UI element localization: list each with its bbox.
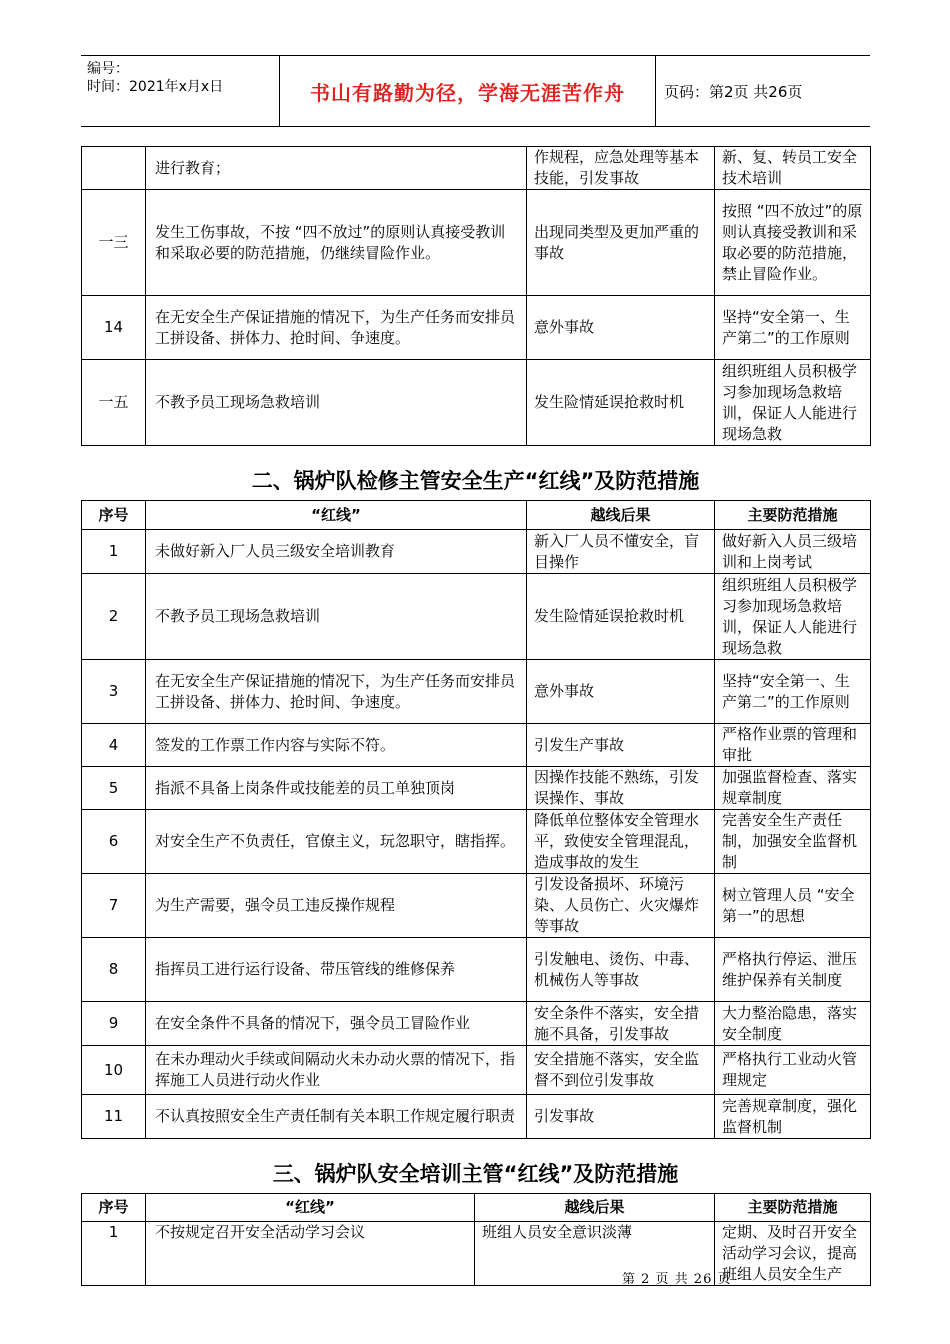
consequence-text: 安全措施不落实，安全监督不到位引发事故 xyxy=(527,1046,715,1095)
consequence-text: 安全条件不落实，安全措施不具备，引发事故 xyxy=(527,1002,715,1046)
consequence-text: 作规程，应急处理等基本技能，引发事故 xyxy=(527,147,715,190)
row-number: 1 xyxy=(82,530,146,574)
row-number: 11 xyxy=(82,1095,146,1139)
table-row xyxy=(82,938,871,1002)
red-line-text: 不按规定召开安全活动学习会议 xyxy=(146,1222,475,1286)
table-row xyxy=(82,810,871,874)
row-number: 1 xyxy=(82,1222,146,1286)
table-section-3 xyxy=(81,1193,871,1286)
red-line-text: 不教予员工现场急救培训 xyxy=(146,360,527,446)
red-line-text: 未做好新入厂人员三级安全培训教育 xyxy=(146,530,527,574)
header-consequence: 越线后果 xyxy=(527,501,715,530)
table-row xyxy=(82,724,871,767)
consequence-text: 新入厂人员不懂安全，盲目操作 xyxy=(527,530,715,574)
header-page-info: 页码：第2页 共26页 xyxy=(664,82,803,101)
page-header xyxy=(81,55,870,127)
consequence-text: 班组人员安全意识淡薄 xyxy=(475,1222,715,1286)
table-row xyxy=(82,767,871,810)
red-line-text: 在无安全生产保证措施的情况下，为生产任务而安排员工拼设备、拼体力、抢时间、争速度。 xyxy=(146,660,527,724)
red-line-text: 对安全生产不负责任，官僚主义，玩忽职守，瞎指挥。 xyxy=(146,810,527,874)
measure-text: 坚持“安全第一、生产第二”的工作原则 xyxy=(715,296,871,360)
red-line-text: 签发的工作票工作内容与实际不符。 xyxy=(146,724,527,767)
document-number-label: 编号： xyxy=(87,61,129,77)
table-row xyxy=(82,360,871,446)
table-row xyxy=(82,660,871,724)
table-section-2 xyxy=(81,500,871,1139)
table-row xyxy=(82,296,871,360)
header-consequence: 越线后果 xyxy=(475,1194,715,1222)
row-number: 7 xyxy=(82,874,146,938)
consequence-text: 引发事故 xyxy=(527,1095,715,1139)
row-number: 8 xyxy=(82,938,146,1002)
red-line-text: 指挥员工进行运行设备、带压管线的维修保养 xyxy=(146,938,527,1002)
table-header-row xyxy=(82,1194,871,1222)
row-number: 4 xyxy=(82,724,146,767)
row-number: 14 xyxy=(82,296,146,360)
row-number: 一三 xyxy=(82,190,146,296)
consequence-text: 引发设备损坏、环境污染、人员伤亡、火灾爆炸等事故 xyxy=(527,874,715,938)
red-line-text: 在无安全生产保证措施的情况下，为生产任务而安排员工拼设备、拼体力、抢时间、争速度。 xyxy=(146,296,527,360)
consequence-text: 引发触电、烫伤、中毒、机械伤人等事故 xyxy=(527,938,715,1002)
measure-text: 严格执行停运、泄压维护保养有关制度 xyxy=(715,938,871,1002)
measure-text: 组织班组人员积极学习参加现场急救培训，保证人人能进行现场急救 xyxy=(715,574,871,660)
row-number xyxy=(82,147,146,190)
red-line-text: 不教予员工现场急救培训 xyxy=(146,574,527,660)
red-line-text: 指派不具备上岗条件或技能差的员工单独顶岗 xyxy=(146,767,527,810)
red-line-text: 不认真按照安全生产责任制有关本职工作规定履行职责 xyxy=(146,1095,527,1139)
row-number: 3 xyxy=(82,660,146,724)
table-header-row xyxy=(82,501,871,530)
document-time-label: 时间：2021年x月x日 xyxy=(87,79,224,95)
measure-text: 加强监督检查、落实规章制度 xyxy=(715,767,871,810)
measure-text: 树立管理人员 “安全第一”的思想 xyxy=(715,874,871,938)
header-measure: 主要防范措施 xyxy=(715,501,871,530)
red-line-text: 进行教育； xyxy=(146,147,527,190)
measure-text: 按照 “四不放过”的原则认真接受教训和采取必要的防范措施，禁止冒险作业。 xyxy=(715,190,871,296)
measure-text: 完善安全生产责任制，加强安全监督机制 xyxy=(715,810,871,874)
consequence-text: 出现同类型及更加严重的事故 xyxy=(527,190,715,296)
table-row xyxy=(82,1046,871,1095)
row-number: 一五 xyxy=(82,360,146,446)
table-row xyxy=(82,1095,871,1139)
measure-text: 大力整治隐患，落实安全制度 xyxy=(715,1002,871,1046)
consequence-text: 因操作技能不熟练，引发误操作、事故 xyxy=(527,767,715,810)
row-number: 10 xyxy=(82,1046,146,1095)
table-row xyxy=(82,874,871,938)
red-line-text: 在安全条件不具备的情况下，强令员工冒险作业 xyxy=(146,1002,527,1046)
row-number: 2 xyxy=(82,574,146,660)
measure-text: 定期、及时召开安全活动学习会议，提高班组人员安全生产 xyxy=(715,1222,871,1286)
red-line-text: 在未办理动火手续或间隔动火未办动火票的情况下，指挥施工人员进行动火作业 xyxy=(146,1046,527,1095)
consequence-text: 意外事故 xyxy=(527,660,715,724)
header-motto: 书山有路勤为径，学海无涯苦作舟 xyxy=(280,56,656,126)
measure-text: 严格作业票的管理和审批 xyxy=(715,724,871,767)
header-red-line: “红线” xyxy=(146,1194,475,1222)
measure-text: 严格执行工业动火管理规定 xyxy=(715,1046,871,1095)
table-row xyxy=(82,1222,871,1286)
measure-text: 坚持“安全第一、生产第二”的工作原则 xyxy=(715,660,871,724)
section-2-title: 二、锅炉队检修主管安全生产“红线”及防范措施 xyxy=(251,469,700,493)
row-number: 6 xyxy=(82,810,146,874)
measure-text: 组织班组人员积极学习参加现场急救培训，保证人人能进行现场急救 xyxy=(715,360,871,446)
measure-text: 做好新入人员三级培训和上岗考试 xyxy=(715,530,871,574)
measure-text: 完善规章制度，强化监督机制 xyxy=(715,1095,871,1139)
row-number: 9 xyxy=(82,1002,146,1046)
header-measure: 主要防范措施 xyxy=(715,1194,871,1222)
table-row xyxy=(82,1002,871,1046)
consequence-text: 降低单位整体安全管理水平，致使安全管理混乱，造成事故的发生 xyxy=(527,810,715,874)
header-serial: 序号 xyxy=(82,501,146,530)
table-row xyxy=(82,190,871,296)
row-number: 5 xyxy=(82,767,146,810)
page-footer: 第 2 页 共 26 页 xyxy=(622,1272,732,1287)
consequence-text: 引发生产事故 xyxy=(527,724,715,767)
red-line-text: 为生产需要，强令员工违反操作规程 xyxy=(146,874,527,938)
consequence-text: 意外事故 xyxy=(527,296,715,360)
section-3-title: 三、锅炉队安全培训主管“红线”及防范措施 xyxy=(272,1162,679,1186)
table-row xyxy=(82,147,871,190)
table-row xyxy=(82,574,871,660)
red-line-text: 发生工伤事故，不按 “四不放过”的原则认真接受教训和采取必要的防范措施，仍继续冒险作业。 xyxy=(146,190,527,296)
header-meta xyxy=(81,56,280,126)
table-continued xyxy=(81,146,871,446)
table-row xyxy=(82,530,871,574)
consequence-text: 发生险情延误抢救时机 xyxy=(527,574,715,660)
consequence-text: 发生险情延误抢救时机 xyxy=(527,360,715,446)
measure-text: 新、复、转员工安全技术培训 xyxy=(715,147,871,190)
header-red-line: “红线” xyxy=(146,501,527,530)
header-serial: 序号 xyxy=(82,1194,146,1222)
